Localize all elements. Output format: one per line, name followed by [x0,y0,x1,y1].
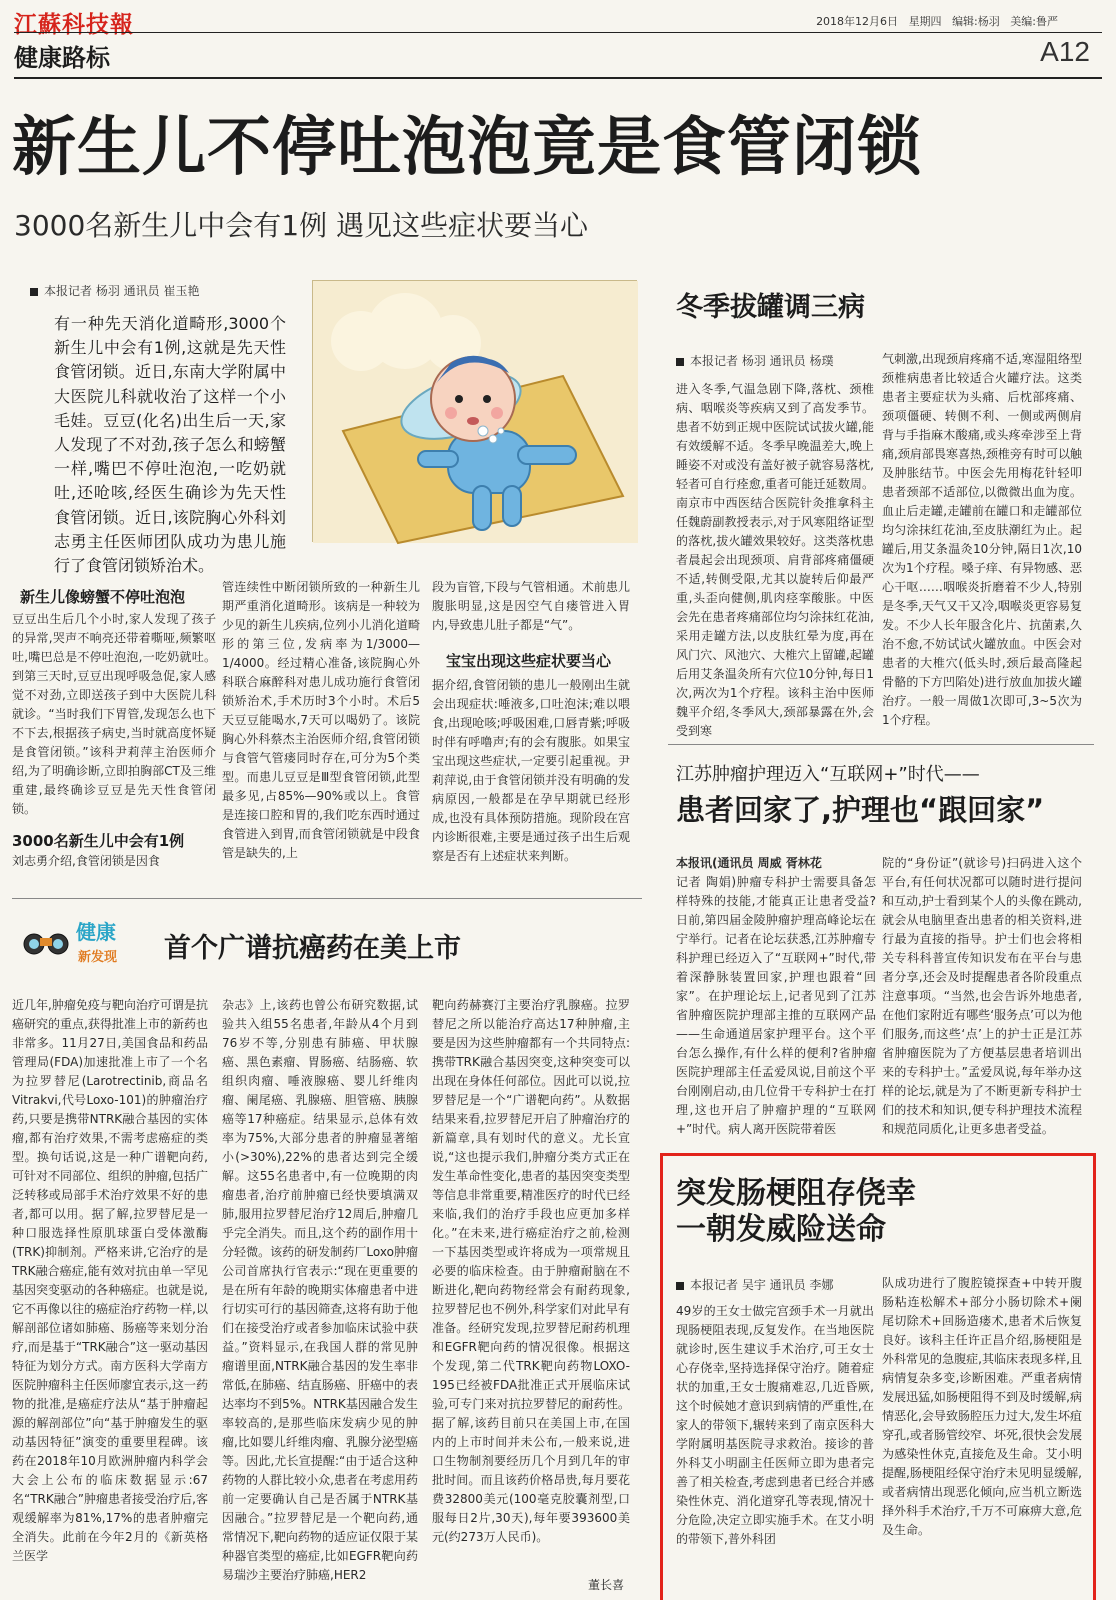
section-rule [14,77,1102,79]
nursing-title: 患者回家了,护理也“跟回家” [676,793,1045,827]
nursing-col-2: 院的“身份证”(就诊号)扫码进入这个平台,有任何状况都可以随时进行提问和互动,护士看到某个人的头像在跳动,就会从电脑里查出患者的相关资料,进行最为直接的指导。护士们也会将相关专科科普宣传知识发布在平台与患者分享,还会及时提醒患者各阶段重点注意事项。“当然,也会告诉外地患者,在他们家附近有哪些‘服务点’可以为他们服务,而这些‘点’上的护士正是江苏省肿瘤医院为了方便基层患者培训出来的专科护士。”孟爱凤说,每年举办这样的论坛,就是为了不断更新专科护士们的技术和知识,便专科护理技术流程和规范同质化,让更多患者受益。 [882,856,1082,1136]
main-col-1b: 刘志勇介绍,食管闭锁是因食 [12,854,160,868]
nursing-col-1: 记者 陶娟)肿瘤专科护士需要具备怎样特殊的技能,才能真正让患者受益?日前,第四届金陵肿瘤护理高峰论坛在宁举行。记者在论坛获悉,江苏肿瘤专科护理已经迈入了“互联网+”时代,带着深静脉装置回家,护理也跟着“回家”。在护理论坛上,记者见到了江苏省肿瘤医院护理部主推的互联网产品——生命通道居家护理平台。这个平台怎么操作,有什么样的便利?省肿瘤医院护理部主任孟爱凤说,目前这个平台刚刚启动,由几位骨干专科护士在打理,这也开启了肿瘤护理的“互联网+”时代。病人离开医院带着医 [676,875,876,1136]
cancer-col-1: 近几年,肿瘤免疫与靶向治疗可谓是抗癌研究的重点,获得批准上市的新药也非常多。11月27日,美国食品和药品管理局(FDA)加速批准上市了一个名为拉罗替尼(Larotrectinib,商品名Vitrakvi,代号Loxo-101)的肿瘤治疗药,只要是携带NTRK融合基因的实体瘤,都有治疗效果,不需考虑癌症的类型。换句话说,这是一种广谱靶向药,可针对不同部位、组织的肿瘤,包括广泛转移或局部手术治疗效果不好的患者,都可以用。据了解,拉罗替尼是一种口服选择性原肌球蛋白受体激酶(TRK)抑制剂。严格来讲,它治疗的是TRK融合癌症,能有效对抗由单一罕见基因突变驱动的各种癌症。也就是说,它不再像以往的癌症治疗药物一样,以解剖部位诸如肺癌、肠癌等来划分治疗,而是基于“TRK融合”这一驱动基因特征为划分方式。南方医科大学南方医院肿瘤科主任医师廖宜表示,这一药物的批准,是癌症疗法从“基于肿瘤起源的解剖部位”向“基于肿瘤发生的驱动基因特征”演变的重要里程碑。该药在2018年10月欧洲肿瘤内科学会大会上公布的临床数据显示:67名“TRK融合”肿瘤患者接受治疗后,客观缓解率为81%,17%的患者肿瘤完全消失。此前在今年2月的《新英格兰医学 [12,998,208,1563]
main-subtitle-2: 3000名新生儿中会有1例 [12,832,185,850]
bowel-byline [676,1276,833,1293]
bowel-col-2: 队成功进行了腹腔镜探查+中转开腹肠粘连松解术+部分小肠切除术+阑尾切除术+回肠造瘘术,患者术后恢复良好。该科主任许正昌介绍,肠梗阻是外科常见的急腹症,其临床表现多样,且病情复杂多变,诊断困难。严重者病情发展迅猛,如肠梗阻得不到及时缓解,病情恶化,会导致肠腔压力过大,发生坏疽穿孔,或者肠管绞窄、坏死,很快会发展为感染性休克,直接危及生命。艾小明提醒,肠梗阻经保守治疗未见明显缓解,或者病情出现恶化倾向,应当机立断选择外科手术治疗,千万不可麻痹大意,危及生命。 [882,1276,1082,1537]
main-col-1: 豆豆出生后几个小时,家人发现了孩子的异常,哭声不响亮还带着嘶哑,频繁呕吐,嘴巴总是不停吐泡泡,一吃奶就吐。到第三天时,豆豆出现呼吸急促,家人感觉不对劲,立即送孩子到中大医院儿科就诊。“当时我们下胃管,发现怎么也下不下去,根据孩子病史,当时就高度怀疑是食管闭锁。”该科尹莉萍主治医师介绍,为了明确诊断,立即拍胸部CT及三维重建,最终确诊豆豆是先天性食管闭锁。 [12,612,216,816]
cupping-byline [676,352,833,369]
main-byline [30,282,199,299]
cancer-title: 首个广谱抗癌药在美上市 [164,933,461,964]
main-byline-text: 本报记者 杨羽 通讯员 崔玉艳 [44,284,200,298]
bowel-col-1: 49岁的王女士做完宫颈手术一月就出现肠梗阻表现,反复发作。在当地医院就诊时,医生建议手术治疗,可王女士心存侥幸,坚持选择保守治疗。随着症状的加重,王女士腹痛难忍,几近昏厥,这个时候她才意识到病情的严重性,在家人的带领下,辗转来到了南京医科大学附属明基医院寻求救治。接诊的普外科艾小明副主任医师立即为患者完善了相关检查,考虑到患者已经合并感染性休克、消化道穿孔等表现,情况十分危险,决定立即实施手术。在艾小明的带领下,普外科团 [676,1304,874,1546]
cupping-col-1: 进入冬季,气温急剧下降,落枕、颈椎病、咽喉炎等疾病又到了高发季节。患者不妨到正规中医院试试拔火罐,能有效缓解不适。冬季早晚温差大,晚上睡姿不对或没有盖好被子就容易落枕,轻者可自行痊愈,重者可能迁延数周。南京市中西医结合医院针灸推拿科主任魏蔚副教授表示,对于风寒阻络证型的落枕,拔火罐效果较好。这类落枕患者晨起会出现颈项、肩背部疼痛僵硬不适,转侧受限,尤其以旋转后仰最严重,头歪向健侧,肌肉痉挛酸胀。中医会先在患者疼痛部位均匀涂抹红花油,采用走罐方法,以皮肤红晕为度,再在风门穴、风池穴、大椎穴上留罐,起罐后用艾条温灸所有穴位10分钟,每日1次,两次为1个疗程。该科主治中医师魏平介绍,冬季风大,颈部暴露在外,会受到寒 [676,382,874,738]
section-title: 健康路标 [14,44,110,72]
dateline [816,13,1058,29]
main-subtitle-1: 新生儿像螃蟹不停吐泡泡 [20,588,186,606]
cancer-author: 董长喜 [588,1578,625,1592]
masthead-logo: 江蘇科技報 [14,11,134,38]
main-subtitle-3: 宝宝出现这些症状要当心 [446,652,612,670]
cupping-col-2: 气刺激,出现颈肩疼痛不适,寒湿阻络型颈椎病患者比较适合火罐疗法。这类患者主要症状为头痛、后枕部疼痛、颈项僵硬、转侧不利、一侧或两侧肩背与手指麻木酸痛,或头疼牵涉至上背痛,颈肩部畏寒喜热,颈椎旁有时可以触及肿胀结节。中医会先用梅花针轻叩患者颈部不适部位,以微微出血为度。血止后走罐,走罐前在罐口和走罐部位均匀涂抹红花油,至皮肤潮红为止。起罐后,用艾条温灸10分钟,隔日1次,10次为1个疗程。嗓子痒、有异物感、恶心干呕……咽喉炎折磨着不少人,特别是冬季,天气又干又冷,咽喉炎更容易复发。不少人长年服含化片、抗菌素,久治不愈,不妨试试火罐放血。中医会对患者的大椎穴(低头时,颈后最高隆起骨骼的下方凹陷处)进行放血加拔火罐治疗。一般一周做1次即可,3~5次为1个疗程。 [882,352,1082,727]
badge-label: 健康 [76,920,116,944]
bowel-title-line-2: 一朝发威险送命 [676,1212,886,1247]
page-number: A12 [1040,36,1090,67]
bullet-square [676,1282,684,1290]
main-lead: 有一种先天消化道畸形,3000个新生儿中会有1例,这就是先天性食管闭锁。近日,东南大学附属中大医院儿科就收治了这样一个小毛娃。豆豆(化名)出生后一天,家人发现了不对劲,孩子怎么和螃蟹一样,嘴巴不停吐泡泡,一吃奶就吐,还呛咳,经医生确诊为先天性食管闭锁。近日,该院胸心外科刘志勇主任医师团队成功为患儿施行了食管闭锁矫治术。 [54,314,286,576]
main-col-2: 管连续性中断闭锁所致的一种新生儿期严重消化道畸形。该病是一种较为少见的新生儿疾病,位列小儿消化道畸形的第三位,发病率为1/3000—1/4000。经过精心准备,该院胸心外科联合麻醉科对患儿成功施行食管闭锁矫治术,手术历时3个小时。术后5天豆豆能喝水,7天可以喝奶了。该院胸心外科蔡杰主治医师介绍,食管闭锁与食管气管瘘同时存在,可分为5个类型。而患儿豆豆是Ⅲ型食管闭锁,此型最多见,占85%—90%或以上。食管是连接口腔和胃的,我们吃东西时通过食管进入到胃,而食管闭锁就是中段食管是缺失的,上 [222,580,420,860]
weekday: 星期四 [908,15,942,28]
top-rule [14,32,1102,33]
bullet-square [30,288,38,296]
baby-illustration-svg [313,281,638,543]
bullet-square [676,358,684,366]
badge-sublabel: 新发现 [78,950,118,965]
nursing-kicker: 江苏肿瘤护理迈入“互联网+”时代—— [676,764,980,785]
bowel-byline-text: 本报记者 吴宇 通讯员 李娜 [690,1278,834,1292]
divider [668,744,1094,745]
baby-illustration [312,280,637,542]
cupping-byline-text: 本报记者 杨羽 通讯员 杨璞 [690,354,834,368]
cupping-title: 冬季拔罐调三病 [676,292,865,323]
main-col-3b: 据介绍,食管闭锁的患儿一般刚出生就会出现症状:唾液多,口吐泡沫;难以喂食,出现呛咳;呼吸困难,口唇青紫;呼吸时伴有呼噜声;有的会有腹胀。如果宝宝出现这些症状,一定要引起重视。尹莉萍说,由于食管闭锁并没有明确的发病原因,一般都是在孕早期就已经形成,也没有具体预防措施。现阶段在宫内诊断很难,主要是通过孩子出生后观察是否有上述症状来判断。 [432,678,630,863]
cancer-col-2: 杂志》上,该药也曾公布研究数据,试验共入组55名患者,年龄从4个月到76岁不等,分别患有肺癌、甲状腺癌、黑色素瘤、胃肠癌、结肠癌、软组织肉瘤、唾液腺癌、婴儿纤维肉瘤、阑尾癌、乳腺癌、胆管癌、胰腺癌等17种癌症。结果显示,总体有效率为75%,大部分患者的肿瘤显著缩小(>30%),22%的患者达到完全缓解。这55名患者中,有一位晚期的肉瘤患者,治疗前肿瘤已经快要填满双肺,服用拉罗替尼治疗12周后,肿瘤几乎完全消失。而且,这个药的副作用十分轻微。该药的研发制药厂Loxo肿瘤公司首席执行官表示:“现在更重要的是在所有年龄的晚期实体瘤患者中进行切实可行的基因筛查,这将有助于他们在接受治疗或者参加临床试验中获益。”资料显示,在我国人群的常见肿瘤谱里面,NTRK融合基因的发生率非常低,在肺癌、结直肠癌、肝癌中的表达率均不到5%。NTRK基因融合发生率较高的,是那些临床发病少见的肿瘤,比如婴儿纤维肉瘤、乳腺分泌型癌等。因此,尤长宣提醒:“由于适合这种药物的人群比较小众,患者在考虑用药前一定要确认自己是否属于NTRK基因融合。”拉罗替尼是一个靶向药,通常情况下,靶向药物的适应证仅限于某种器官类型的癌症,比如EGFR靶向药易瑞沙主要治疗肺癌,HER2 [222,998,418,1582]
cancer-col-3: 靶向药赫赛汀主要治疗乳腺癌。拉罗替尼之所以能治疗高达17种肿瘤,主要是因为这些肿瘤都有一个共同特点:携带TRK融合基因突变,这种突变可以出现在身体任何部位。因此可以说,拉罗替尼是一个“广谱靶向药”。从数据结果来看,拉罗替尼开启了肿瘤治疗的新篇章,具有划时代的意义。尤长宣说,“这也提示我们,肿瘤分类方式正在发生革命性变化,患者的基因突变类型等信息非常重要,精准医疗的时代已经来临,我们的治疗手段也应更加多样化。”在未来,进行癌症治疗之前,检测一下基因类型或许将成为一项常规且必要的临床检查。由于肿瘤耐脑在不断进化,靶向药物经常会有耐药现象,拉罗替尼也不例外,科学家们对此早有准备。经研究发现,拉罗替尼耐药机理和EGFR靶向药的情况很像。根据这个发现,第二代TRK靶向药物LOXO-195已经被FDA批准正式开展临床试验,可专门来对抗拉罗替尼的耐药性。据了解,该药目前只在美国上市,在国内的上市时间并未公布,一般来说,进口生物制剂要经历几个月到几年的审批时间。而且该药价格昂贵,每月要花费32800美元(100毫克胶囊剂型,口服每日2片,30天),每年要393600美元(约273万人民币)。 [432,998,630,1544]
health-badge [20,914,132,970]
main-col-3a: 段为盲管,下段与气管相通。术前患儿腹胀明显,这是因空气自瘘管进入胃内,导致患儿肚子都是“气”。 [432,580,630,632]
date: 2018年12月6日 [816,15,899,28]
bowel-title-line-1: 突发肠梗阻存侥幸 [676,1176,916,1211]
main-headline: 新生儿不停吐泡泡竟是食管闭锁 [12,111,922,185]
editor: 编辑:杨羽 [952,15,1000,28]
divider [12,898,642,899]
main-subhead: 3000名新生儿中会有1例 遇见这些症状要当心 [14,209,588,242]
nursing-byline: 本报讯(通讯员 周威 胥林花 [676,856,822,870]
designer: 美编:鲁严 [1010,15,1058,28]
